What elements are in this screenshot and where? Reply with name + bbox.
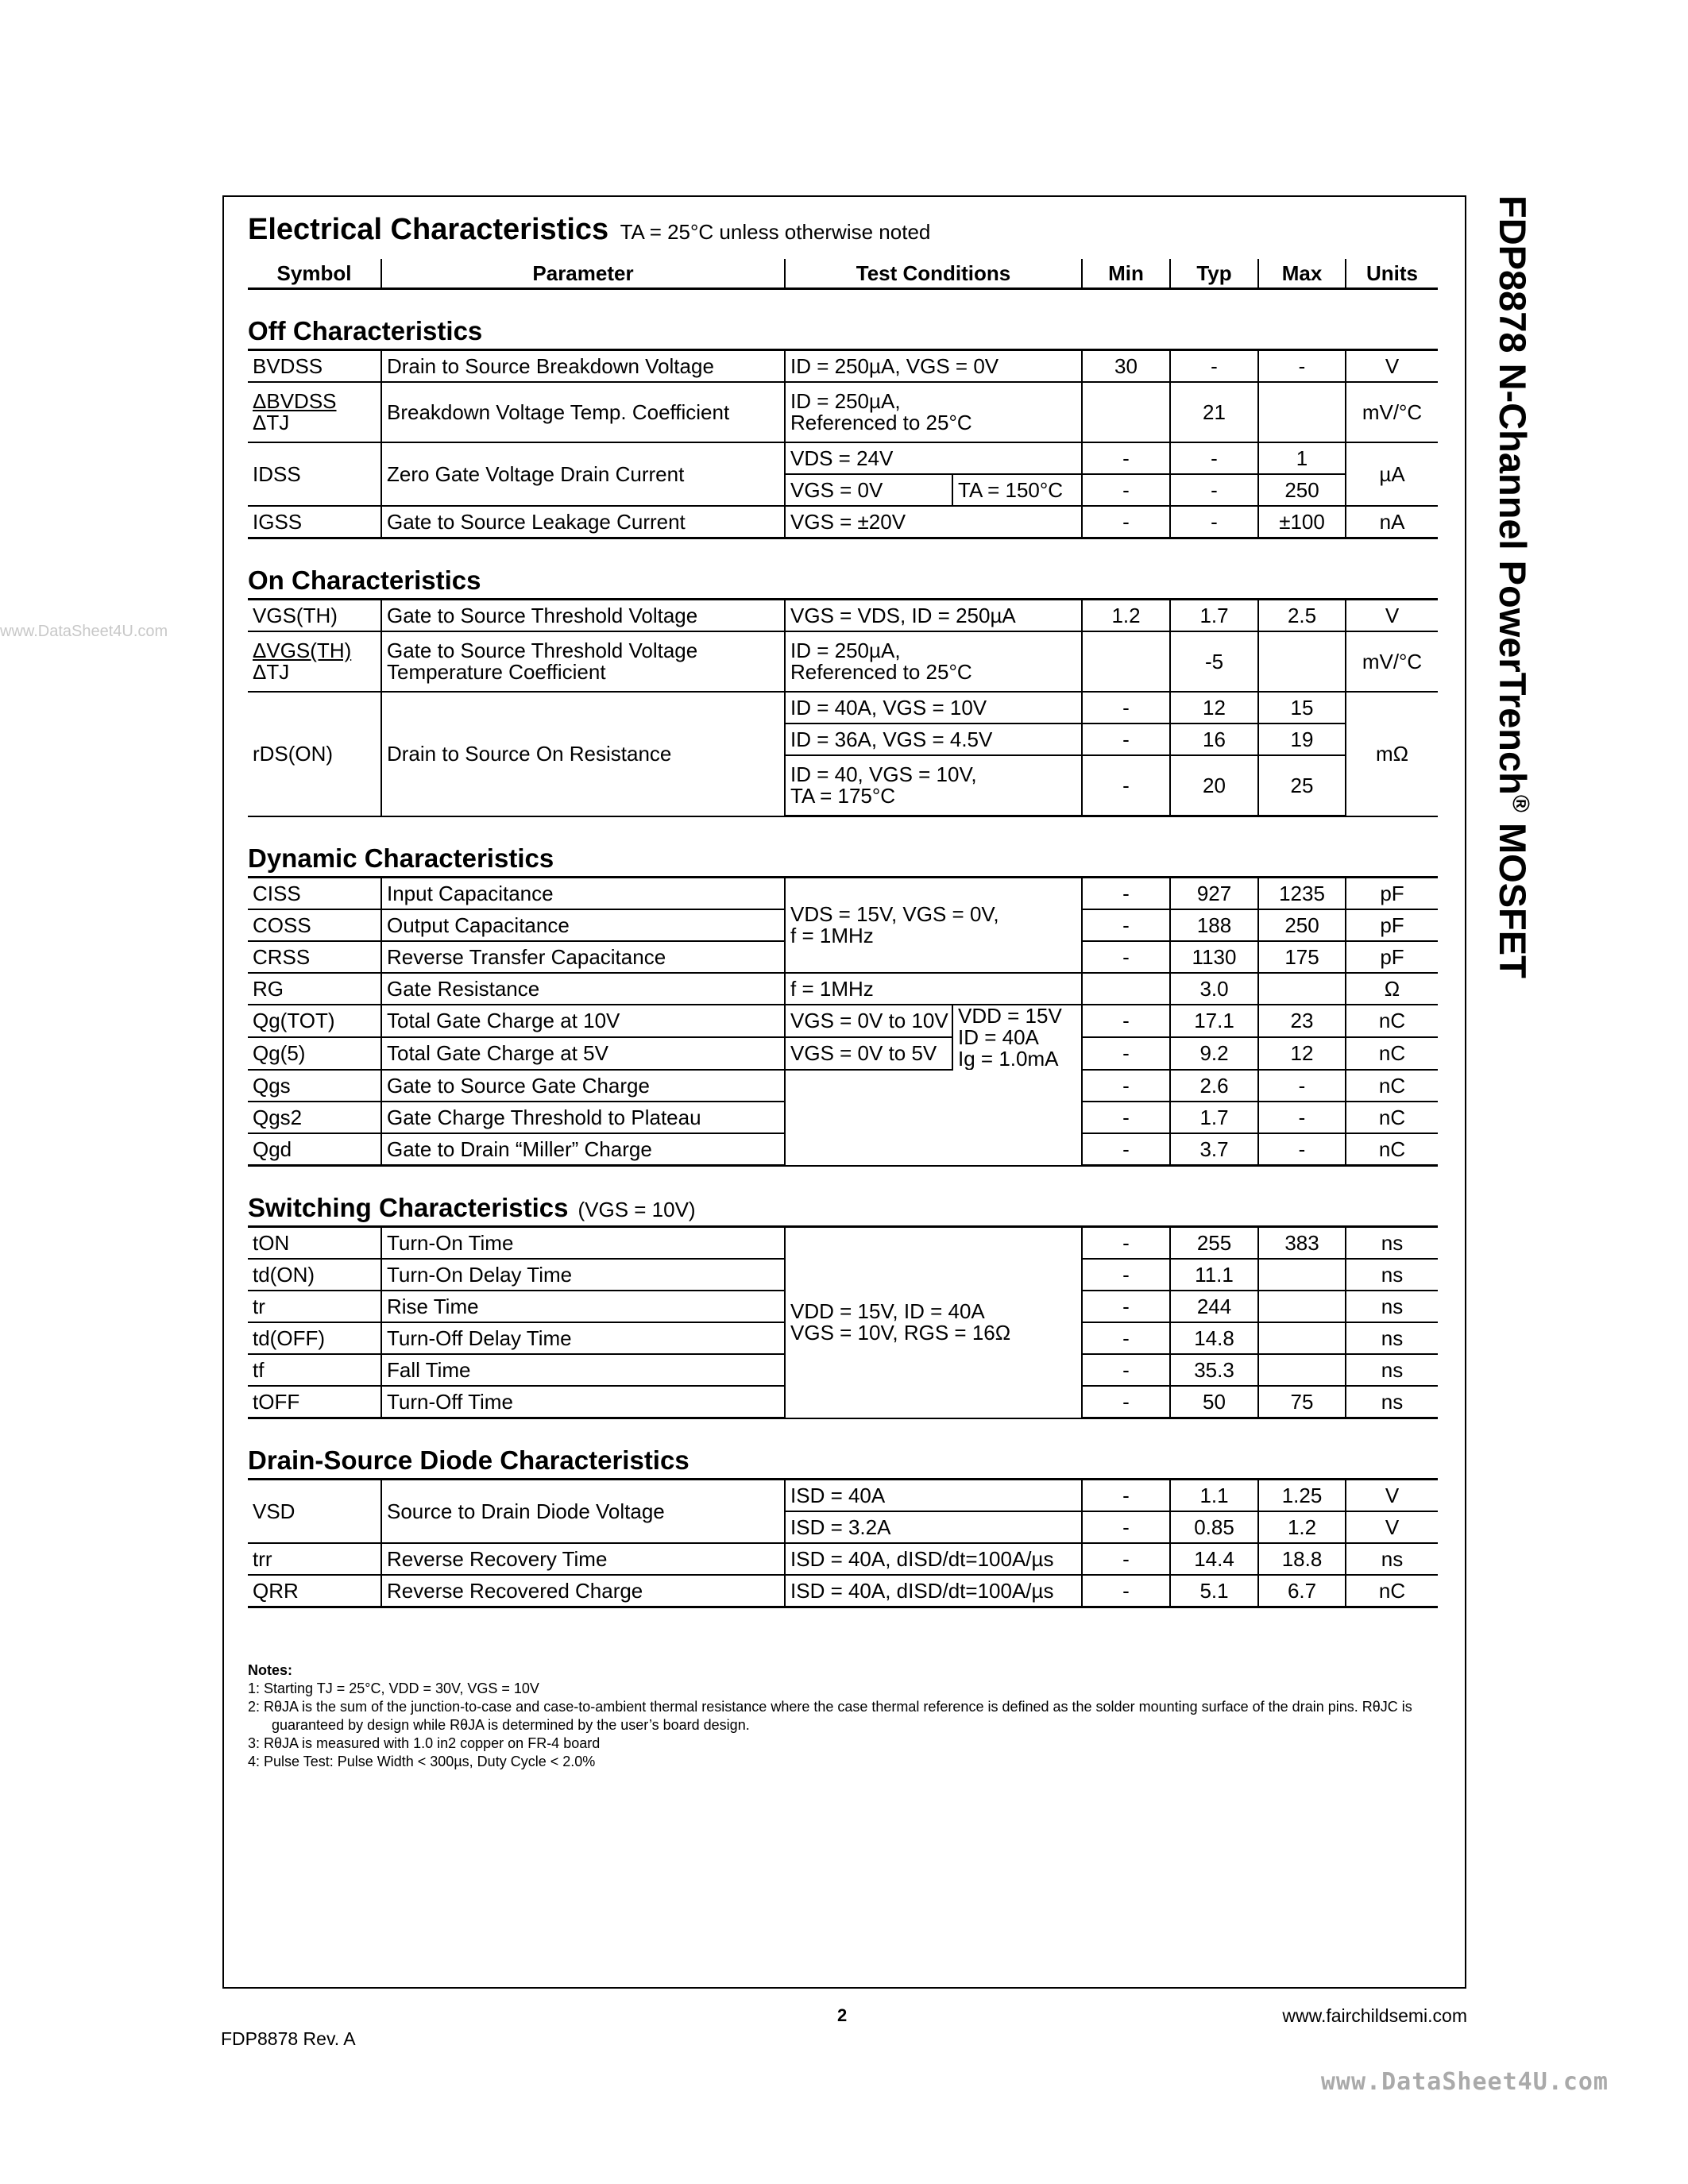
title-condition: TA = 25°C unless otherwise noted bbox=[620, 220, 931, 244]
max-cell: 250 bbox=[1258, 474, 1346, 506]
unit-cell: Ω bbox=[1346, 973, 1438, 1005]
parameter-cell: Gate Resistance bbox=[381, 973, 785, 1005]
condition-cell: VDS = 24V bbox=[785, 442, 1082, 474]
condition-cell: VGS = ±20V bbox=[785, 506, 1082, 538]
header-row bbox=[248, 259, 1438, 289]
typ-cell: 12 bbox=[1170, 692, 1258, 723]
parameter-cell: Gate to Source Threshold Voltage bbox=[381, 600, 785, 632]
parameter-cell: Gate to Source Leakage Current bbox=[381, 506, 785, 538]
unit-cell: mV/°C bbox=[1346, 382, 1438, 442]
condition-cell: ISD = 3.2A bbox=[785, 1511, 1082, 1543]
typ-cell: 188 bbox=[1170, 909, 1258, 941]
symbol-cell: RG bbox=[248, 973, 381, 1005]
symbol-cell: IDSS bbox=[248, 442, 381, 506]
unit-cell: mV/°C bbox=[1346, 631, 1438, 692]
symbol-denominator: ΔTJ bbox=[253, 411, 290, 434]
header-parameter: Parameter bbox=[381, 259, 785, 289]
unit-cell: pF bbox=[1346, 941, 1438, 973]
max-cell bbox=[1258, 1259, 1346, 1291]
symbol-cell: Qgd bbox=[248, 1133, 381, 1166]
min-cell: - bbox=[1082, 755, 1170, 816]
parameter-cell: Drain to Source On Resistance bbox=[381, 692, 785, 816]
registered-mark: ® bbox=[1507, 794, 1534, 812]
symbol-cell: td(ON) bbox=[248, 1259, 381, 1291]
condition-cell: f = 1MHz bbox=[785, 973, 1082, 1005]
symbol-cell: CISS bbox=[248, 878, 381, 910]
condition-line: Referenced to 25°C bbox=[790, 411, 972, 434]
condition-cell: VGS = VDS, ID = 250µA bbox=[785, 600, 1082, 632]
min-cell: - bbox=[1082, 1511, 1170, 1543]
notes bbox=[248, 1661, 1443, 1771]
symbol-cell: BVDSS bbox=[248, 350, 381, 383]
max-cell bbox=[1258, 631, 1346, 692]
title-main: Electrical Characteristics bbox=[248, 213, 609, 246]
min-cell: - bbox=[1082, 1070, 1170, 1102]
unit-cell: V bbox=[1346, 1511, 1438, 1543]
unit-cell: mΩ bbox=[1346, 692, 1438, 816]
header-typ: Typ bbox=[1170, 259, 1258, 289]
symbol-cell: tOFF bbox=[248, 1386, 381, 1418]
header-min: Min bbox=[1082, 259, 1170, 289]
condition-line: TA = 175°C bbox=[790, 784, 896, 808]
max-cell: 1.2 bbox=[1258, 1511, 1346, 1543]
condition-line: Referenced to 25°C bbox=[790, 660, 972, 684]
side-title bbox=[1471, 195, 1535, 1196]
min-cell bbox=[1082, 631, 1170, 692]
note-item: 1: Starting TJ = 25°C, VDD = 30V, VGS = 10V bbox=[248, 1680, 539, 1696]
symbol-cell: IGSS bbox=[248, 506, 381, 538]
condition-line: VGS = 10V, RGS = 16Ω bbox=[790, 1321, 1011, 1345]
symbol-cell bbox=[248, 631, 381, 692]
max-cell: - bbox=[1258, 1070, 1346, 1102]
note-item: 4: Pulse Test: Pulse Width < 300µs, Duty Cycle < 2.0% bbox=[248, 1754, 596, 1769]
min-cell: - bbox=[1082, 474, 1170, 506]
condition-line: Ig = 1.0mA bbox=[958, 1047, 1059, 1070]
max-cell: - bbox=[1258, 350, 1346, 383]
min-cell bbox=[1082, 382, 1170, 442]
page-title bbox=[248, 213, 930, 247]
parameter-cell: Reverse Transfer Capacitance bbox=[381, 941, 785, 973]
min-cell: - bbox=[1082, 692, 1170, 723]
unit-cell: ns bbox=[1346, 1227, 1438, 1260]
table-row bbox=[248, 382, 1438, 442]
max-cell: 383 bbox=[1258, 1227, 1346, 1260]
unit-cell: nC bbox=[1346, 1005, 1438, 1037]
min-cell: - bbox=[1082, 941, 1170, 973]
parameter-cell: Input Capacitance bbox=[381, 878, 785, 910]
symbol-cell: VGS(TH) bbox=[248, 600, 381, 632]
parameter-cell bbox=[381, 631, 785, 692]
watermark-left: www.DataSheet4U.com bbox=[0, 623, 168, 640]
condition-cell bbox=[952, 1005, 1082, 1070]
symbol-cell bbox=[248, 382, 381, 442]
unit-cell: ns bbox=[1346, 1322, 1438, 1354]
symbol-numerator: ΔBVDSS bbox=[253, 389, 337, 413]
table-row bbox=[248, 506, 1438, 538]
min-cell: 1.2 bbox=[1082, 600, 1170, 632]
section-diode bbox=[248, 1418, 1438, 1480]
min-cell: - bbox=[1082, 1037, 1170, 1070]
typ-cell: - bbox=[1170, 442, 1258, 474]
symbol-numerator: ΔVGS(TH) bbox=[253, 639, 352, 662]
min-cell: - bbox=[1082, 909, 1170, 941]
parameter-line: Temperature Coefficient bbox=[387, 660, 606, 684]
parameter-cell: Gate to Source Gate Charge bbox=[381, 1070, 785, 1102]
typ-cell: 17.1 bbox=[1170, 1005, 1258, 1037]
condition-cell bbox=[785, 382, 1082, 442]
symbol-cell: QRR bbox=[248, 1575, 381, 1607]
typ-cell: 244 bbox=[1170, 1291, 1258, 1322]
typ-cell: -5 bbox=[1170, 631, 1258, 692]
typ-cell: 14.4 bbox=[1170, 1543, 1258, 1575]
max-cell: - bbox=[1258, 1133, 1346, 1166]
condition-line: VDS = 15V, VGS = 0V, bbox=[790, 902, 999, 926]
revision-label: FDP8878 Rev. A bbox=[221, 2028, 356, 2049]
max-cell bbox=[1258, 1291, 1346, 1322]
symbol-cell: VSD bbox=[248, 1480, 381, 1544]
section-title: Drain-Source Diode Characteristics bbox=[248, 1445, 689, 1475]
website-link[interactable]: www.fairchildsemi.com bbox=[1282, 2005, 1467, 2026]
min-cell: - bbox=[1082, 1133, 1170, 1166]
unit-cell: ns bbox=[1346, 1543, 1438, 1575]
condition-cell bbox=[785, 631, 1082, 692]
condition-cell: VGS = 0V to 5V bbox=[785, 1037, 952, 1070]
parameter-cell: Turn-On Delay Time bbox=[381, 1259, 785, 1291]
section-dynamic bbox=[248, 816, 1438, 878]
symbol-cell: rDS(ON) bbox=[248, 692, 381, 816]
symbol-cell: tf bbox=[248, 1354, 381, 1386]
typ-cell: 3.0 bbox=[1170, 973, 1258, 1005]
parameter-cell: Total Gate Charge at 10V bbox=[381, 1005, 785, 1037]
condition-cell: VGS = 0V to 10V bbox=[785, 1005, 952, 1037]
section-switching bbox=[248, 1166, 1438, 1227]
section-note: (VGS = 10V) bbox=[577, 1198, 696, 1221]
parameter-cell: Turn-On Time bbox=[381, 1227, 785, 1260]
typ-cell: - bbox=[1170, 506, 1258, 538]
typ-cell: 35.3 bbox=[1170, 1354, 1258, 1386]
parameter-cell: Fall Time bbox=[381, 1354, 785, 1386]
unit-cell: nC bbox=[1346, 1102, 1438, 1133]
unit-cell: V bbox=[1346, 600, 1438, 632]
condition-line: VDD = 15V bbox=[958, 1005, 1062, 1028]
max-cell: 250 bbox=[1258, 909, 1346, 941]
section-off bbox=[248, 289, 1438, 350]
typ-cell: 1.7 bbox=[1170, 1102, 1258, 1133]
condition-cell: ISD = 40A, dISD/dt=100A/µs bbox=[785, 1543, 1082, 1575]
condition-cell: ID = 36A, VGS = 4.5V bbox=[785, 723, 1082, 755]
max-cell: 1.25 bbox=[1258, 1480, 1346, 1512]
parameter-cell: Rise Time bbox=[381, 1291, 785, 1322]
parameter-cell: Breakdown Voltage Temp. Coefficient bbox=[381, 382, 785, 442]
max-cell: 25 bbox=[1258, 755, 1346, 816]
typ-cell: 3.7 bbox=[1170, 1133, 1258, 1166]
symbol-cell: Qg(5) bbox=[248, 1037, 381, 1070]
parameter-cell: Output Capacitance bbox=[381, 909, 785, 941]
header-test-conditions: Test Conditions bbox=[785, 259, 1082, 289]
header-max: Max bbox=[1258, 259, 1346, 289]
max-cell: 1 bbox=[1258, 442, 1346, 474]
condition-cell bbox=[785, 755, 1082, 816]
unit-cell: V bbox=[1346, 350, 1438, 383]
min-cell: - bbox=[1082, 1102, 1170, 1133]
min-cell: - bbox=[1082, 1354, 1170, 1386]
header-units: Units bbox=[1346, 259, 1438, 289]
electrical-characteristics-table bbox=[248, 259, 1438, 1608]
section-title: On Characteristics bbox=[248, 565, 481, 595]
min-cell bbox=[1082, 973, 1170, 1005]
condition-line: f = 1MHz bbox=[790, 924, 874, 947]
max-cell: ±100 bbox=[1258, 506, 1346, 538]
max-cell: 1235 bbox=[1258, 878, 1346, 910]
table-row bbox=[248, 1005, 1438, 1037]
note-item: 3: RθJA is measured with 1.0 in2 copper on FR-4 board bbox=[248, 1735, 601, 1751]
max-cell: 75 bbox=[1258, 1386, 1346, 1418]
table-row bbox=[248, 973, 1438, 1005]
unit-cell: pF bbox=[1346, 909, 1438, 941]
unit-cell: µA bbox=[1346, 442, 1438, 506]
min-cell: - bbox=[1082, 1575, 1170, 1607]
min-cell: - bbox=[1082, 1480, 1170, 1512]
max-cell bbox=[1258, 1322, 1346, 1354]
typ-cell: - bbox=[1170, 350, 1258, 383]
parameter-cell: Gate Charge Threshold to Plateau bbox=[381, 1102, 785, 1133]
typ-cell: 5.1 bbox=[1170, 1575, 1258, 1607]
max-cell: 6.7 bbox=[1258, 1575, 1346, 1607]
section-on bbox=[248, 538, 1438, 600]
unit-cell: ns bbox=[1346, 1386, 1438, 1418]
notes-heading: Notes: bbox=[248, 1662, 293, 1678]
unit-cell: pF bbox=[1346, 878, 1438, 910]
watermark-right[interactable]: www.DataSheet4U.com bbox=[1320, 2068, 1609, 2096]
parameter-cell: Turn-Off Time bbox=[381, 1386, 785, 1418]
page-number: 2 bbox=[837, 2005, 848, 2025]
condition-line: ID = 40, VGS = 10V, bbox=[790, 762, 977, 786]
symbol-denominator: ΔTJ bbox=[253, 660, 290, 684]
max-cell bbox=[1258, 973, 1346, 1005]
symbol-cell: tr bbox=[248, 1291, 381, 1322]
min-cell: - bbox=[1082, 1291, 1170, 1322]
typ-cell: 9.2 bbox=[1170, 1037, 1258, 1070]
min-cell: 30 bbox=[1082, 350, 1170, 383]
table-row bbox=[248, 1543, 1438, 1575]
table-row bbox=[248, 600, 1438, 632]
symbol-cell: Qgs2 bbox=[248, 1102, 381, 1133]
unit-cell: nC bbox=[1346, 1070, 1438, 1102]
min-cell: - bbox=[1082, 1543, 1170, 1575]
max-cell: 12 bbox=[1258, 1037, 1346, 1070]
typ-cell: - bbox=[1170, 474, 1258, 506]
typ-cell: 20 bbox=[1170, 755, 1258, 816]
parameter-cell: Gate to Drain “Miller” Charge bbox=[381, 1133, 785, 1166]
min-cell: - bbox=[1082, 723, 1170, 755]
condition-line: ID = 250µA, bbox=[790, 639, 901, 662]
condition-cell bbox=[785, 878, 1082, 974]
parameter-cell: Drain to Source Breakdown Voltage bbox=[381, 350, 785, 383]
header-symbol: Symbol bbox=[248, 259, 381, 289]
section-title: Dynamic Characteristics bbox=[248, 843, 554, 873]
unit-cell: ns bbox=[1346, 1259, 1438, 1291]
typ-cell: 927 bbox=[1170, 878, 1258, 910]
unit-cell: V bbox=[1346, 1480, 1438, 1512]
unit-cell: ns bbox=[1346, 1354, 1438, 1386]
parameter-cell: Reverse Recovered Charge bbox=[381, 1575, 785, 1607]
condition-line: ID = 40A bbox=[958, 1025, 1039, 1049]
typ-cell: 11.1 bbox=[1170, 1259, 1258, 1291]
min-cell: - bbox=[1082, 1386, 1170, 1418]
min-cell: - bbox=[1082, 1259, 1170, 1291]
table-row bbox=[248, 1480, 1438, 1512]
table-row bbox=[248, 350, 1438, 383]
condition-cell: VGS = 0V bbox=[785, 474, 952, 506]
table-row bbox=[248, 1227, 1438, 1260]
table-row bbox=[248, 692, 1438, 723]
section-title: Switching Characteristics bbox=[248, 1193, 569, 1222]
parameter-cell: Reverse Recovery Time bbox=[381, 1543, 785, 1575]
min-cell: - bbox=[1082, 1227, 1170, 1260]
side-title-suffix: MOSFET bbox=[1492, 812, 1534, 978]
symbol-cell: Qgs bbox=[248, 1070, 381, 1102]
min-cell: - bbox=[1082, 506, 1170, 538]
symbol-cell: tON bbox=[248, 1227, 381, 1260]
condition-cell: ID = 40A, VGS = 10V bbox=[785, 692, 1082, 723]
symbol-cell: COSS bbox=[248, 909, 381, 941]
symbol-cell: trr bbox=[248, 1543, 381, 1575]
typ-cell: 1.1 bbox=[1170, 1480, 1258, 1512]
typ-cell: 255 bbox=[1170, 1227, 1258, 1260]
max-cell: 23 bbox=[1258, 1005, 1346, 1037]
typ-cell: 1130 bbox=[1170, 941, 1258, 973]
table-row bbox=[248, 1575, 1438, 1607]
typ-cell: 16 bbox=[1170, 723, 1258, 755]
condition-cell: TA = 150°C bbox=[952, 474, 1082, 506]
typ-cell: 2.6 bbox=[1170, 1070, 1258, 1102]
table-row bbox=[248, 631, 1438, 692]
parameter-cell: Zero Gate Voltage Drain Current bbox=[381, 442, 785, 506]
condition-line: ID = 250µA, bbox=[790, 389, 901, 413]
max-cell: 19 bbox=[1258, 723, 1346, 755]
table-row bbox=[248, 878, 1438, 910]
parameter-cell: Turn-Off Delay Time bbox=[381, 1322, 785, 1354]
min-cell: - bbox=[1082, 1322, 1170, 1354]
section-title: Off Characteristics bbox=[248, 316, 483, 345]
unit-cell: nC bbox=[1346, 1037, 1438, 1070]
unit-cell: nC bbox=[1346, 1575, 1438, 1607]
condition-cell: ISD = 40A bbox=[785, 1480, 1082, 1512]
table-row bbox=[248, 1037, 1438, 1070]
max-cell: 18.8 bbox=[1258, 1543, 1346, 1575]
unit-cell: ns bbox=[1346, 1291, 1438, 1322]
parameter-cell: Source to Drain Diode Voltage bbox=[381, 1480, 785, 1544]
symbol-cell: td(OFF) bbox=[248, 1322, 381, 1354]
typ-cell: 50 bbox=[1170, 1386, 1258, 1418]
parameter-cell: Total Gate Charge at 5V bbox=[381, 1037, 785, 1070]
min-cell: - bbox=[1082, 442, 1170, 474]
table-row bbox=[248, 1070, 1438, 1102]
max-cell: 15 bbox=[1258, 692, 1346, 723]
note-item: 2: RθJA is the sum of the junction-to-case and case-to-ambient thermal resistance where the case thermal reference is defined as the solder mounting surface of the drain pins. RθJC is guaranteed by design while RθJA is determined by the user’s board design. bbox=[248, 1699, 1412, 1733]
symbol-cell: CRSS bbox=[248, 941, 381, 973]
condition-cell: ISD = 40A, dISD/dt=100A/µs bbox=[785, 1575, 1082, 1607]
symbol-cell: Qg(TOT) bbox=[248, 1005, 381, 1037]
condition-line: VDD = 15V, ID = 40A bbox=[790, 1299, 985, 1324]
condition-cell bbox=[785, 1070, 1082, 1166]
condition-cell bbox=[785, 1227, 1082, 1418]
unit-cell: nA bbox=[1346, 506, 1438, 538]
min-cell: - bbox=[1082, 878, 1170, 910]
max-cell bbox=[1258, 1354, 1346, 1386]
max-cell: 2.5 bbox=[1258, 600, 1346, 632]
min-cell: - bbox=[1082, 1005, 1170, 1037]
condition-cell: ID = 250µA, VGS = 0V bbox=[785, 350, 1082, 383]
typ-cell: 14.8 bbox=[1170, 1322, 1258, 1354]
max-cell: 175 bbox=[1258, 941, 1346, 973]
unit-cell: nC bbox=[1346, 1133, 1438, 1166]
typ-cell: 1.7 bbox=[1170, 600, 1258, 632]
max-cell bbox=[1258, 382, 1346, 442]
side-title-text: FDP8878 N-Channel PowerTrench bbox=[1492, 195, 1534, 795]
table-row bbox=[248, 442, 1438, 474]
typ-cell: 0.85 bbox=[1170, 1511, 1258, 1543]
parameter-line: Gate to Source Threshold Voltage bbox=[387, 639, 698, 662]
typ-cell: 21 bbox=[1170, 382, 1258, 442]
max-cell: - bbox=[1258, 1102, 1346, 1133]
